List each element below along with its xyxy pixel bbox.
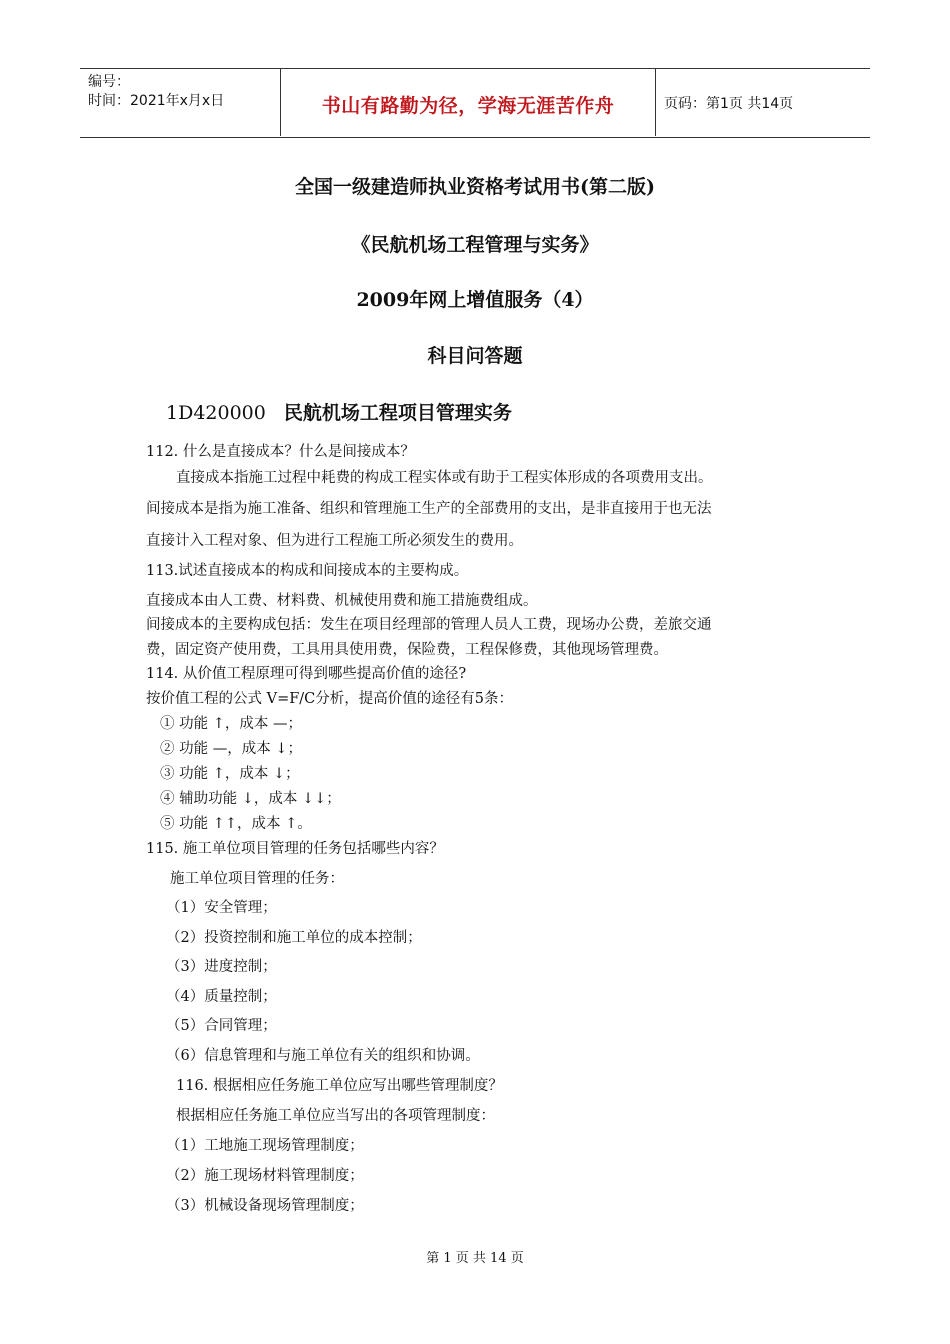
list-item: （3）进度控制； xyxy=(166,959,277,975)
body-line: 根据相应任务施工单位应当写出的各项管理制度： xyxy=(176,1108,495,1124)
question-line: 113.试述直接成本的构成和间接成本的主要构成。 xyxy=(146,563,469,579)
section-name: 民航机场工程项目管理实务 xyxy=(283,402,512,424)
list-item: （5）合同管理； xyxy=(166,1018,277,1034)
header-left-cell xyxy=(80,69,280,137)
question-line: 115. 施工单位项目管理的任务包括哪些内容？ xyxy=(146,841,444,857)
list-item: ③ 功能 ↑，成本 ↓； xyxy=(160,766,300,782)
date-line: 时间：2021年x月x日 xyxy=(88,93,225,109)
body-line: 间接成本的主要构成包括：发生在项目经理部的管理人员人工费，现场办公费，差旅交通 xyxy=(146,617,712,633)
list-item: ⑤ 功能 ↑↑，成本 ↑。 xyxy=(160,816,312,832)
question-line: 116. 根据相应任务施工单位应写出哪些管理制度？ xyxy=(176,1078,503,1094)
page-header xyxy=(80,68,870,138)
body-line: 直接成本由人工费、材料费、机械使用费和施工措施费组成。 xyxy=(146,593,538,609)
doc-title-1: 全国一级建造师执业资格考试用书(第二版) xyxy=(295,176,655,198)
list-item: （2）施工现场材料管理制度； xyxy=(166,1168,364,1184)
body-line: 直接成本指施工过程中耗费的构成工程实体或有助于工程实体形成的各项费用支出。 xyxy=(176,470,713,486)
doc-title-3: 2009年网上增值服务（4） xyxy=(356,289,594,311)
question-line: 114. 从价值工程原理可得到哪些提高价值的途径? xyxy=(146,666,467,682)
list-item: （2）投资控制和施工单位的成本控制； xyxy=(166,930,422,946)
body-line: 间接成本是指为施工准备、组织和管理施工生产的全部费用的支出，是非直接用于也无法 xyxy=(146,501,712,517)
list-item: ④ 辅助功能 ↓，成本 ↓↓； xyxy=(160,791,341,807)
section-heading xyxy=(166,398,512,425)
section-code: 1D420000 xyxy=(166,402,266,424)
doc-title-4: 科目问答题 xyxy=(427,345,523,367)
body-line: 施工单位项目管理的任务： xyxy=(170,871,344,887)
header-page-info: 页码：第1页 共14页 xyxy=(664,96,794,112)
list-item: ② 功能 —，成本 ↓； xyxy=(160,741,302,757)
list-item: （3）机械设备现场管理制度； xyxy=(166,1198,364,1214)
list-item: （1）安全管理； xyxy=(166,900,277,916)
doc-title-2: 《民航机场工程管理与实务》 xyxy=(351,234,599,256)
body-line: 直接计入工程对象、但为进行工程施工所必须发生的费用。 xyxy=(146,533,523,549)
header-motto-cell xyxy=(280,69,656,136)
list-item: ① 功能 ↑，成本 —； xyxy=(160,716,302,732)
page-footer: 第 1 页 共 14 页 xyxy=(426,1251,524,1266)
list-item: （1）工地施工现场管理制度； xyxy=(166,1138,364,1154)
list-item: （4）质量控制； xyxy=(166,989,277,1005)
body-line: 按价值工程的公式 V=F/C分析，提高价值的途径有5条： xyxy=(146,691,513,707)
list-item: （6）信息管理和与施工单位有关的组织和协调。 xyxy=(166,1048,480,1064)
serial-label: 编号： xyxy=(88,74,130,90)
body-line: 费，固定资产使用费，工具用具使用费，保险费，工程保修费，其他现场管理费。 xyxy=(146,642,668,658)
motto-text: 书山有路勤为径，学海无涯苦作舟 xyxy=(321,95,615,117)
question-line: 112. 什么是直接成本？什么是间接成本？ xyxy=(146,444,415,460)
